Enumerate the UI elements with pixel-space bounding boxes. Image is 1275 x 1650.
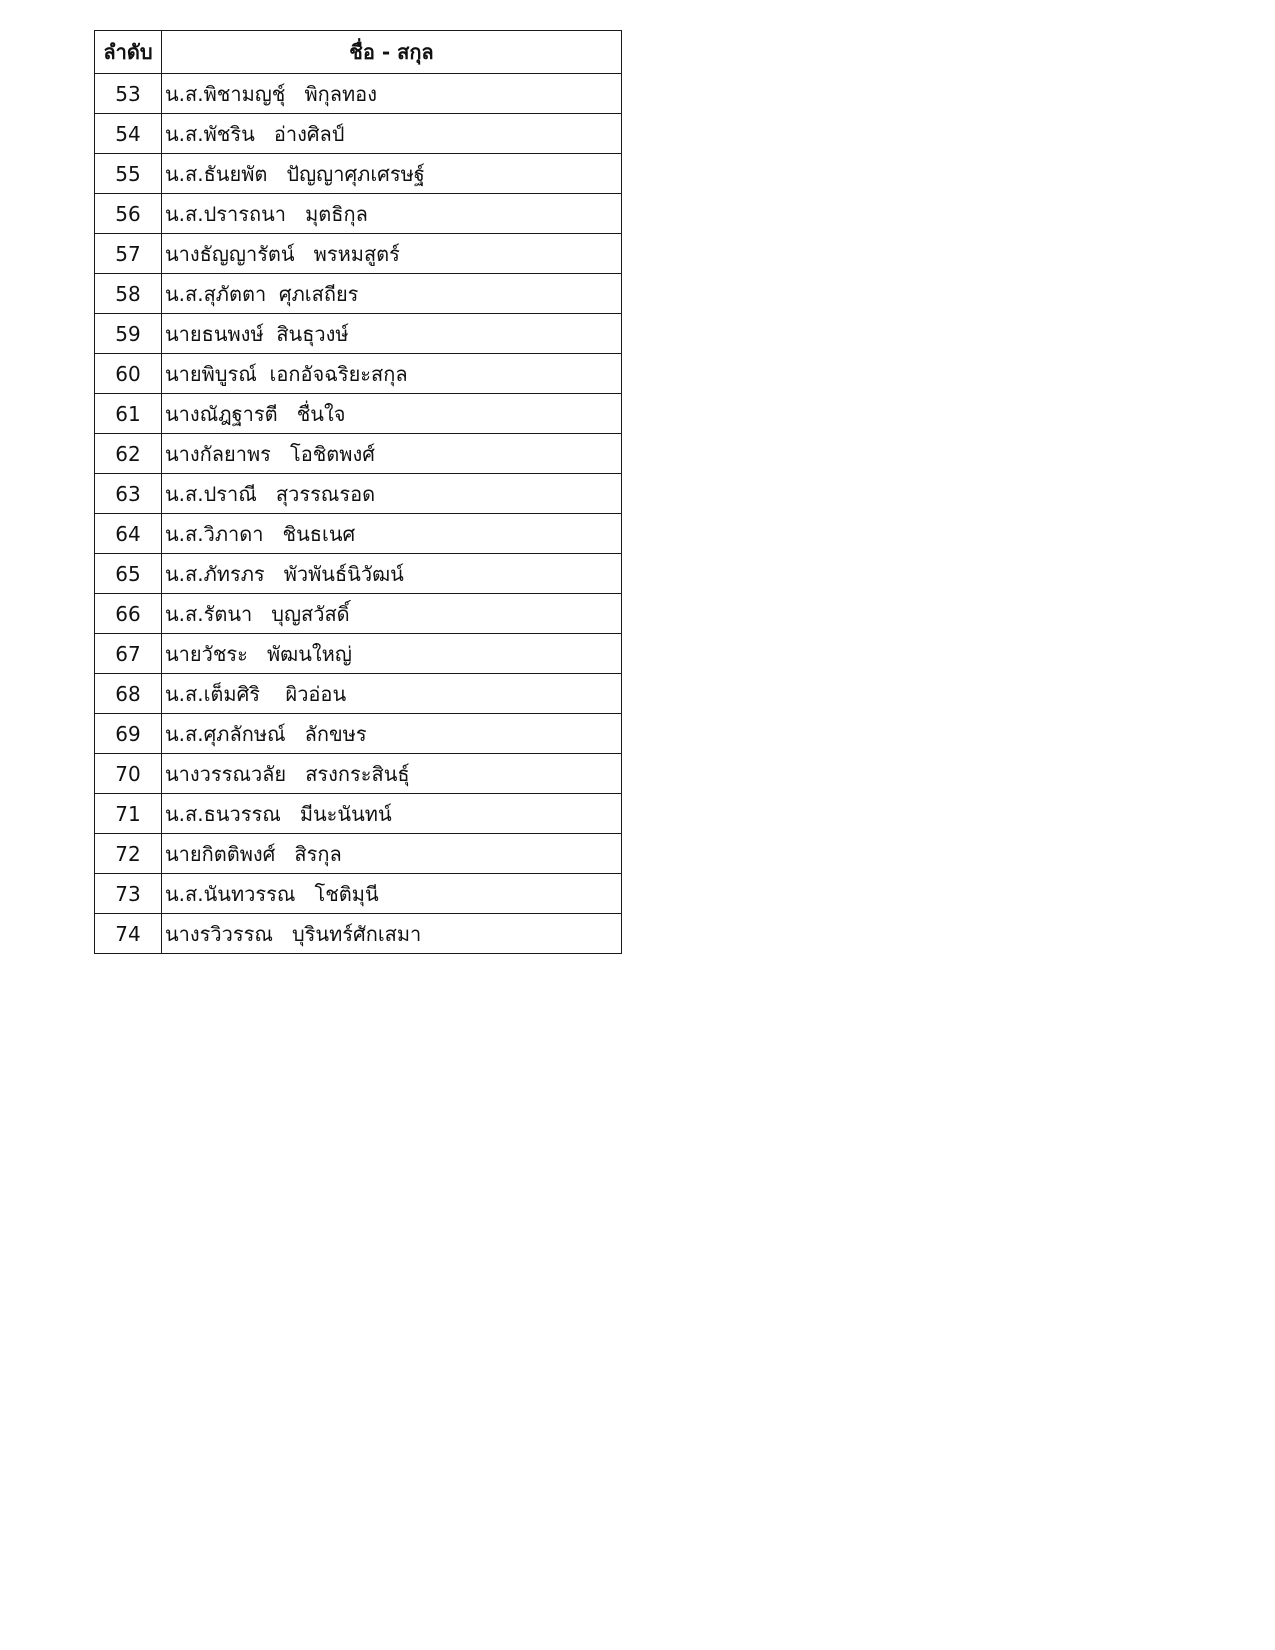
row-order-number: 68 <box>95 674 162 714</box>
row-full-name: น.ส.ธนวรรณ มีนะนันทน์ <box>162 794 622 834</box>
table-row <box>95 394 622 434</box>
row-full-name: น.ส.ธันยพัต ปัญญาศุภเศรษฐ์ <box>162 154 622 194</box>
name-list-table <box>94 30 622 954</box>
table-row <box>95 74 622 114</box>
table-row <box>95 194 622 234</box>
row-order-number: 60 <box>95 354 162 394</box>
row-order-number: 66 <box>95 594 162 634</box>
row-full-name: น.ส.วิภาดา ชินธเนศ <box>162 514 622 554</box>
row-full-name: นายวัชระ พัฒนใหญ่ <box>162 634 622 674</box>
row-full-name: น.ส.เต็มศิริ ผิวอ่อน <box>162 674 622 714</box>
row-full-name: นางธัญญารัตน์ พรหมสูตร์ <box>162 234 622 274</box>
row-order-number: 69 <box>95 714 162 754</box>
row-order-number: 61 <box>95 394 162 434</box>
table-row <box>95 434 622 474</box>
table-row <box>95 634 622 674</box>
row-full-name: นายพิบูรณ์ เอกอัจฉริยะสกุล <box>162 354 622 394</box>
row-full-name: น.ส.ศุภลักษณ์ ลักขษร <box>162 714 622 754</box>
header-order: ลำดับ <box>95 31 162 74</box>
table-row <box>95 754 622 794</box>
row-full-name: น.ส.สุภัตตา ศุภเสถียร <box>162 274 622 314</box>
table-row <box>95 594 622 634</box>
row-order-number: 64 <box>95 514 162 554</box>
table-row <box>95 794 622 834</box>
header-name: ชื่อ - สกุล <box>162 31 622 74</box>
header-row <box>95 31 622 74</box>
row-full-name: นางกัลยาพร โอชิตพงศ์ <box>162 434 622 474</box>
row-order-number: 70 <box>95 754 162 794</box>
row-full-name: นายกิตติพงศ์ สิรกุล <box>162 834 622 874</box>
row-order-number: 63 <box>95 474 162 514</box>
table-row <box>95 274 622 314</box>
row-order-number: 53 <box>95 74 162 114</box>
table-row <box>95 514 622 554</box>
row-full-name: น.ส.พิชามญชุ์ พิกุลทอง <box>162 74 622 114</box>
row-order-number: 65 <box>95 554 162 594</box>
row-full-name: นางรวิวรรณ บุรินทร์ศักเสมา <box>162 914 622 954</box>
row-order-number: 74 <box>95 914 162 954</box>
row-full-name: น.ส.ปรารถนา มุตธิกุล <box>162 194 622 234</box>
row-full-name: นายธนพงษ์ สินธุวงษ์ <box>162 314 622 354</box>
row-order-number: 62 <box>95 434 162 474</box>
table-row <box>95 914 622 954</box>
row-order-number: 56 <box>95 194 162 234</box>
table-row <box>95 234 622 274</box>
row-order-number: 72 <box>95 834 162 874</box>
row-full-name: นางณัฎฐารตี ชื่นใจ <box>162 394 622 434</box>
row-full-name: น.ส.ภัทรภร พัวพันธ์นิวัฒน์ <box>162 554 622 594</box>
row-order-number: 55 <box>95 154 162 194</box>
row-full-name: น.ส.ปราณี สุวรรณรอด <box>162 474 622 514</box>
table-row <box>95 154 622 194</box>
table-row <box>95 114 622 154</box>
row-full-name: น.ส.พัชริน อ่างศิลป์ <box>162 114 622 154</box>
row-order-number: 71 <box>95 794 162 834</box>
table-row <box>95 834 622 874</box>
row-order-number: 58 <box>95 274 162 314</box>
table-body <box>95 74 622 954</box>
table-row <box>95 714 622 754</box>
row-order-number: 59 <box>95 314 162 354</box>
table-row <box>95 314 622 354</box>
table-row <box>95 474 622 514</box>
row-full-name: น.ส.นันทวรรณ โชติมุนี <box>162 874 622 914</box>
row-full-name: น.ส.รัตนา บุญสวัสดิ์ <box>162 594 622 634</box>
row-order-number: 73 <box>95 874 162 914</box>
table-row <box>95 354 622 394</box>
table-row <box>95 874 622 914</box>
table-row <box>95 554 622 594</box>
row-full-name: นางวรรณวลัย สรงกระสินธุ์ <box>162 754 622 794</box>
row-order-number: 57 <box>95 234 162 274</box>
table-row <box>95 674 622 714</box>
row-order-number: 67 <box>95 634 162 674</box>
row-order-number: 54 <box>95 114 162 154</box>
